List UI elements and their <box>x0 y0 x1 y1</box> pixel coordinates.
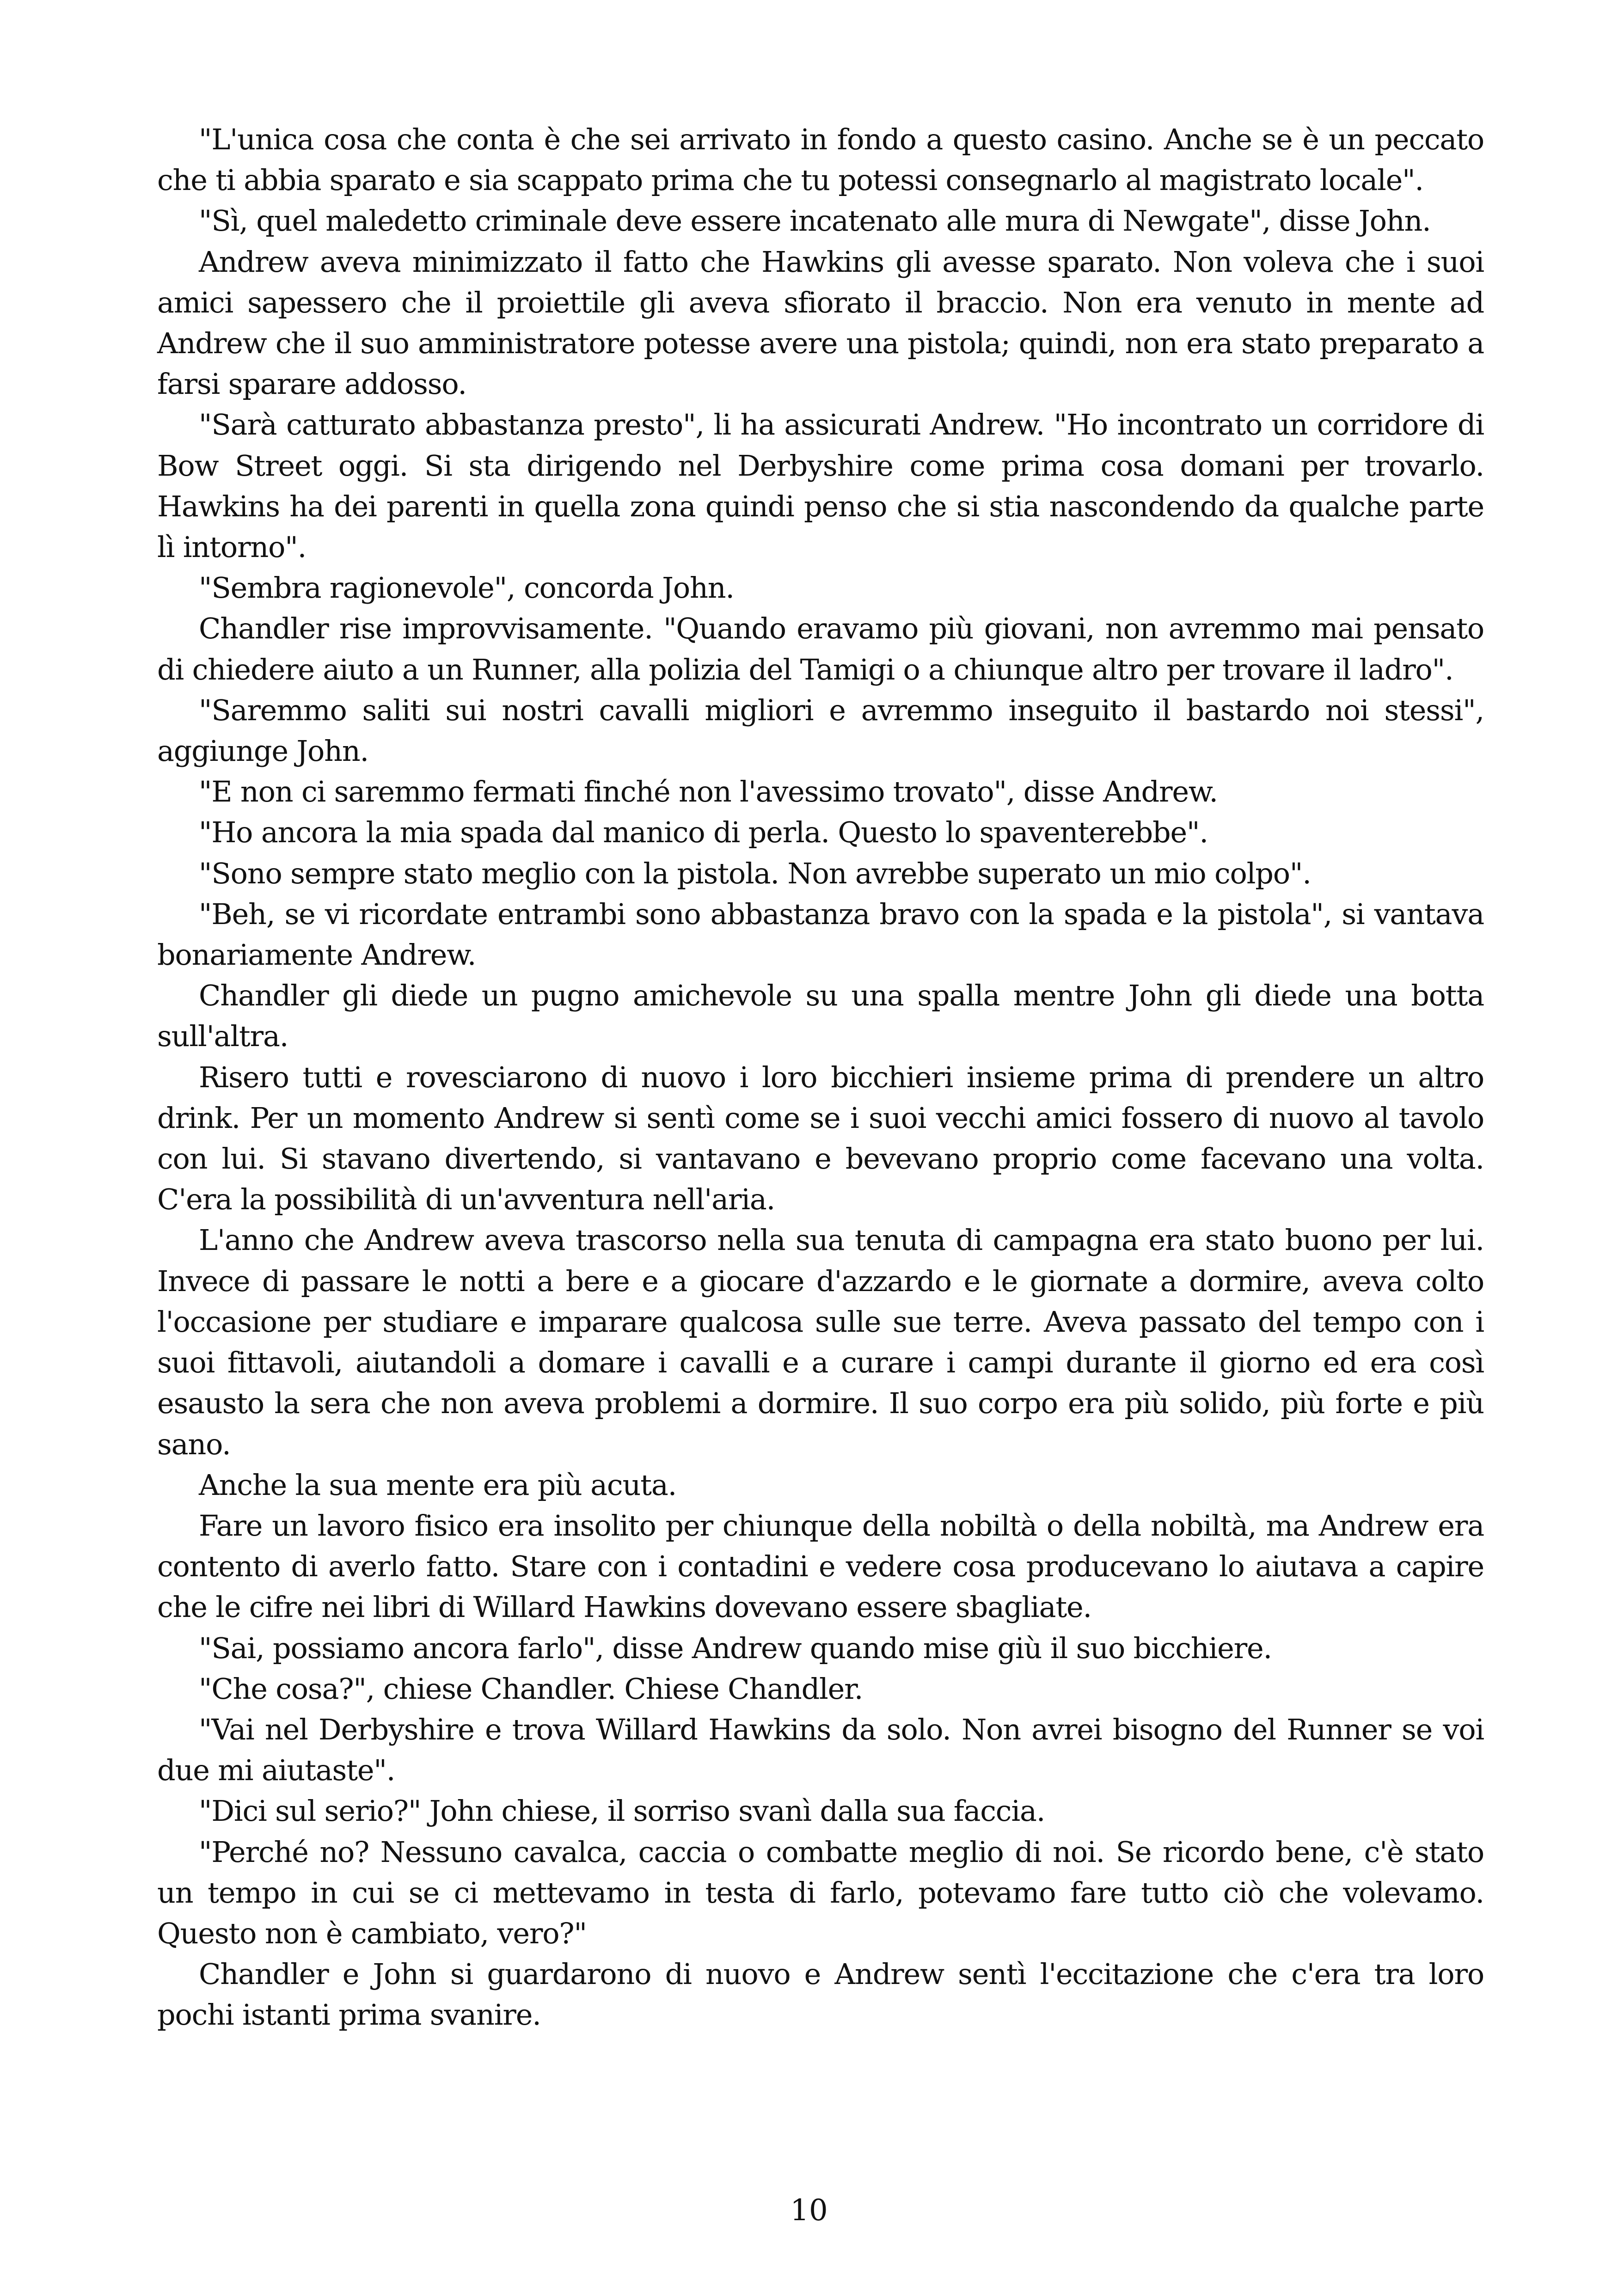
paragraph: "Vai nel Derbyshire e trova Willard Hawkins da solo. Non avrei bisogno del Runner se voi due mi aiutaste". <box>157 1712 1484 1788</box>
paragraph: Anche la sua mente era più acuta. <box>199 1468 677 1502</box>
paragraph: "Beh, se vi ricordate entrambi sono abbastanza bravo con la spada e la pistola", si vantava bonariamente Andrew. <box>157 897 1484 972</box>
paragraph: "Ho ancora la mia spada dal manico di perla. Questo lo spaventerebbe". <box>199 815 1208 850</box>
paragraph: "Perché no? Nessuno cavalca, caccia o combatte meglio di noi. Se ricordo bene, c'è stato un tempo in cui se ci mettevamo in testa di farlo, potevamo fare tutto ciò che volevamo. Questo non è cambiato, vero?" <box>157 1835 1484 1950</box>
paragraph: "Sono sempre stato meglio con la pistola. Non avrebbe superato un mio colpo". <box>199 856 1311 890</box>
paragraph: "E non ci saremmo fermati finché non l'avessimo trovato", disse Andrew. <box>199 775 1218 809</box>
paragraph: "Sai, possiamo ancora farlo", disse Andrew quando mise giù il suo bicchiere. <box>199 1631 1272 1665</box>
paragraph: Chandler rise improvvisamente. "Quando eravamo più giovani, non avremmo mai pensato di chiedere aiuto a un Runner, alla polizia del Tamigi o a chiunque altro per trovare il ladro". <box>157 612 1484 686</box>
paragraph: L'anno che Andrew aveva trascorso nella sua tenuta di campagna era stato buono per lui. Invece di passare le notti a bere e a giocare d'azzardo e le giornate a dormire, aveva colto l'occasione per studiare e imparare qualcosa sulle sue terre. Aveva passato del tempo con i suoi fittavoli, aiutandoli a domare i cavalli e a curare i campi durante il giorno ed era così esausto la sera che non aveva problemi a dormire. Il suo corpo era più solido, più forte e più sano. <box>157 1223 1484 1461</box>
paragraph: "Sarà catturato abbastanza presto", li ha assicurati Andrew. "Ho incontrato un corridore di Bow Street oggi. Si sta dirigendo nel Derbyshire come prima cosa domani per trovarlo. Hawkins ha dei parenti in quella zona quindi penso che si stia nascondendo da qualche parte lì intorno". <box>157 408 1484 564</box>
paragraph: "Saremmo saliti sui nostri cavalli migliori e avremmo inseguito il bastardo noi stessi", aggiunge John. <box>157 693 1484 768</box>
paragraph: "Sembra ragionevole", concorda John. <box>199 571 734 605</box>
paragraph: "Dici sul serio?" John chiese, il sorriso svanì dalla sua faccia. <box>199 1794 1045 1828</box>
body-text <box>157 119 1484 2036</box>
paragraph: Chandler e John si guardarono di nuovo e Andrew sentì l'eccitazione che c'era tra loro pochi istanti prima svanire. <box>157 1957 1484 2032</box>
paragraph: Fare un lavoro fisico era insolito per chiunque della nobiltà o della nobiltà, ma Andrew era contento di averlo fatto. Stare con i contadini e vedere cosa producevano lo aiutava a capire che le cifre nei libri di Willard Hawkins dovevano essere sbagliate. <box>157 1508 1484 1624</box>
paragraph: Risero tutti e rovesciarono di nuovo i loro bicchieri insieme prima di prendere un altro drink. Per un momento Andrew si sentì come se i suoi vecchi amici fossero di nuovo al tavolo con lui. Si stavano divertendo, si vantavano e bevevano proprio come facevano una volta. C'era la possibilità di un'avventura nell'aria. <box>157 1060 1484 1217</box>
paragraph: "L'unica cosa che conta è che sei arrivato in fondo a questo casino. Anche se è un peccato che ti abbia sparato e sia scappato prima che tu potessi consegnarlo al magistrato locale". <box>157 122 1484 197</box>
paragraph: "Sì, quel maledetto criminale deve essere incatenato alle mura di Newgate", disse John. <box>199 204 1431 238</box>
paragraph: "Che cosa?", chiese Chandler. Chiese Chandler. <box>199 1671 863 1706</box>
page-number: 10 <box>790 2193 828 2228</box>
paragraph: Chandler gli diede un pugno amichevole su una spalla mentre John gli diede una botta sull'altra. <box>157 979 1484 1053</box>
paragraph: Andrew aveva minimizzato il fatto che Hawkins gli avesse sparato. Non voleva che i suoi amici sapessero che il proiettile gli aveva sfiorato il braccio. Non era venuto in mente ad Andrew che il suo amministratore potesse avere una pistola; quindi, non era stato preparato a farsi sparare addosso. <box>157 245 1484 401</box>
